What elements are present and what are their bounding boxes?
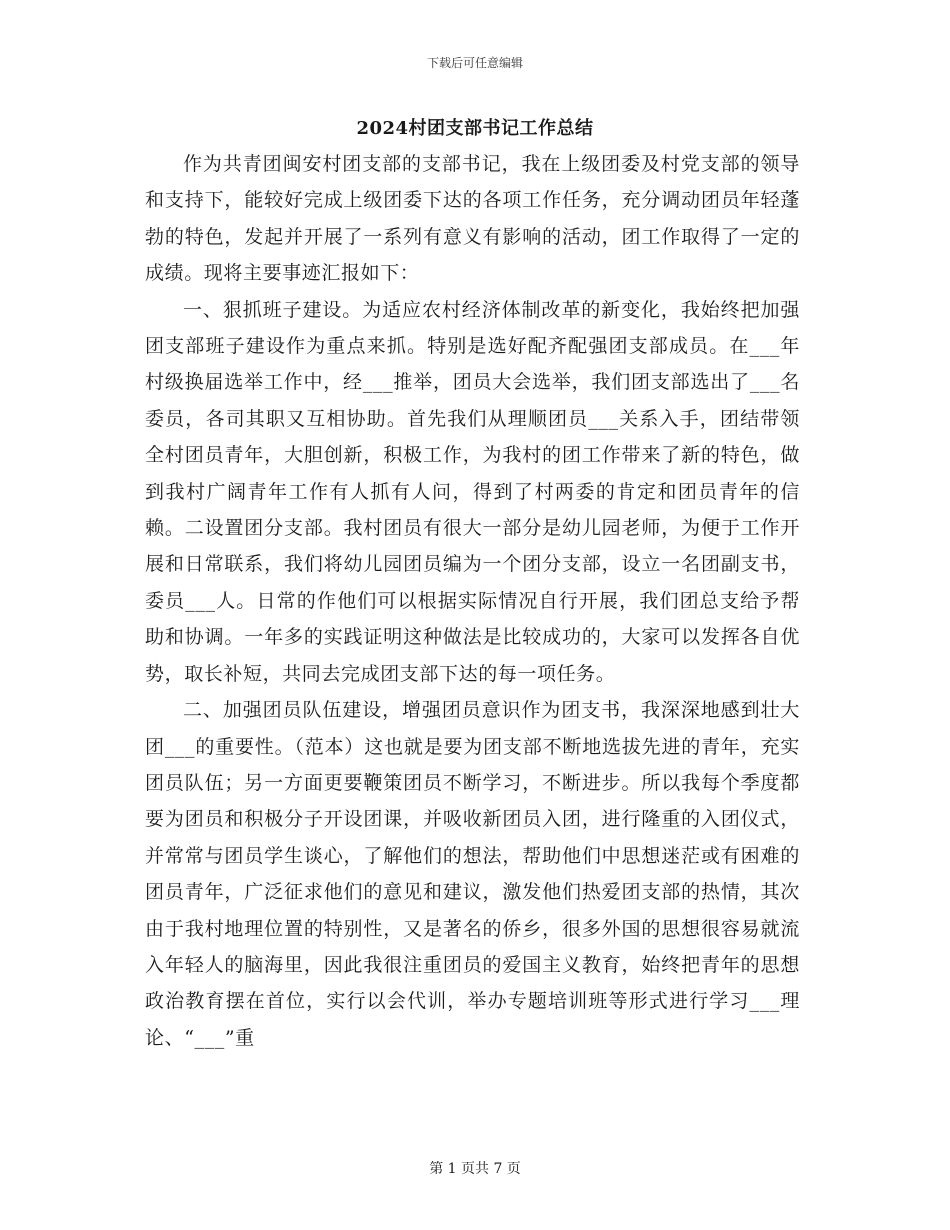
paragraph-intro: 作为共青团闽安村团支部的支部书记，我在上级团委及村党支部的领导和支持下，能较好完成上级团委下达的各项工作任务，充分调动团员年轻蓬勃的特色，发起并开展了一系列有意义有影响的活动，团工作取得了一定的成绩。现将主要事迹汇报如下： — [145, 153, 800, 285]
document-title: 2024村团支部书记工作总结 — [356, 118, 594, 139]
header-note: 下载后可任意编辑 — [426, 56, 523, 70]
page-number: 第 1 页共 7 页 — [429, 1161, 521, 1177]
paragraph-section-2: 二、加强团员队伍建设，增强团员意识作为团支书，我深深地感到壮大团___的重要性。（范本）这也就是要为团支部不断地选拔先进的青年，充实团员队伍；另一方面更要鞭策团员不断学习，不断进步。所以我每个季度都要为团员和积极分子开设团课，并吸收新团员入团，进行隆重的入团仪式，并常常与团员学生谈心，了解他们的想法，帮助他们中思想迷茫或有困难的团员青年，广泛征求他们的意见和建议，激发他们热爱团支部的热情，其次由于我村地理位置的特别性，又是著名的侨乡，很多外国的思想很容易就流入年轻人的脑海里，因此我很注重团员的爱国主义教育，始终把青年的思想政治教育摆在首位，实行以会代训，举办专题培训班等形式进行学习___理论、“___”重 — [145, 699, 800, 1049]
document-body — [145, 146, 800, 1056]
paragraph-section-1: 一、狠抓班子建设。为适应农村经济体制改革的新变化，我始终把加强团支部班子建设作为重点来抓。特别是选好配齐配强团支部成员。在___年村级换届选举工作中，经___推举，团员大会选举，我们团支部选出了___名委员，各司其职又互相协助。首先我们从理顺团员___关系入手，团结带领全村团员青年，大胆创新，积极工作，为我村的团工作带来了新的特色，做到我村广阔青年工作有人抓有人问，得到了村两委的肯定和团员青年的信赖。二设置团分支部。我村团员有很大一部分是幼儿园老师，为便于工作开展和日常联系，我们将幼儿园团员编为一个团分支部，设立一名团副支书，委员___人。日常的作他们可以根据实际情况自行开展，我们团总支给予帮助和协调。一年多的实践证明这种做法是比较成功的，大家可以发挥各自优势，取长补短，共同去完成团支部下达的每一项任务。 — [145, 298, 800, 685]
